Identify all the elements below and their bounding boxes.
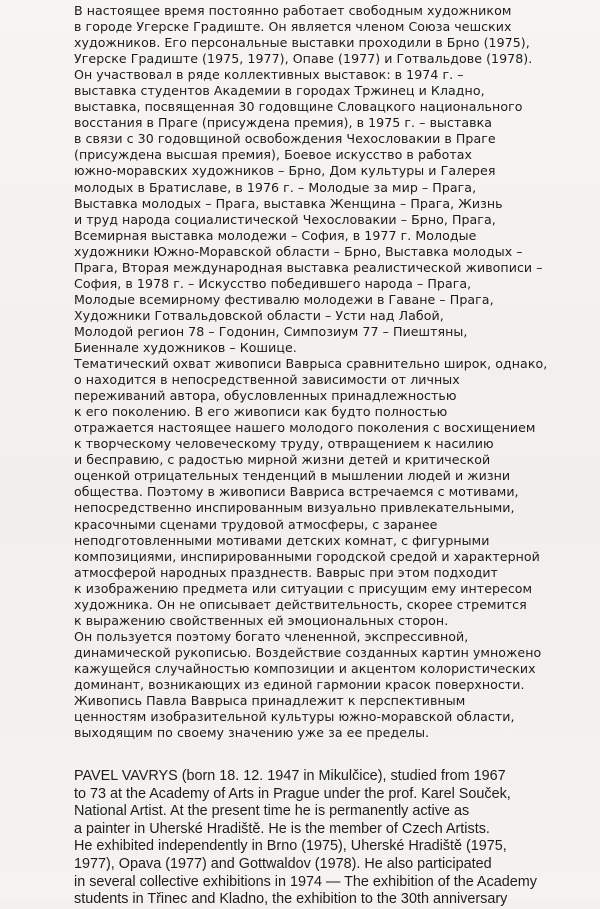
russian-text-line: Выставка молодых – Прага, выставка Женщина – Прага, Жизнь bbox=[74, 195, 503, 211]
english-text-block bbox=[74, 768, 594, 909]
english-text-line: PAVEL VAVRYS (born 18. 12. 1947 in Mikulčice), studied from 1967 bbox=[74, 768, 506, 784]
russian-text-line: Он пользуется поэтому богато члененной, экспрессивной, bbox=[74, 628, 469, 644]
russian-text-line: к творческому человеческому труду, отвращением к насилию bbox=[74, 436, 494, 452]
russian-text-line: переживаний автора, обусловленных принадлежностью bbox=[74, 388, 457, 404]
russian-text-line: атмосферой народных празднеств. Ваврыс при этом подходит bbox=[74, 564, 498, 580]
english-text-line: 1977), Opava (1977) and Gottwaldov (1978). He also participated bbox=[74, 855, 492, 872]
russian-text-line: общества. Поэтому в живописи Вавриса встречаемся с мотивами, bbox=[74, 484, 519, 500]
russian-text-line: красочными сценами трудовой атмосферы, с заранее bbox=[74, 516, 438, 532]
russian-text-line: выходящим по своему значению уже за ее пределы. bbox=[74, 725, 430, 741]
russian-text-line: и бесправию, с радостью мирной жизни детей и критической bbox=[74, 452, 491, 468]
russian-text-line: к изображению предмета или ситуации с присущим ему интересом bbox=[74, 580, 533, 596]
russian-text-line: в городе Угерске Градиште. Он является членом Союза чешских bbox=[74, 19, 512, 35]
russian-text-line: оценкой отрицательных тенденций в мышлении людей и жизни bbox=[74, 468, 511, 484]
russian-text-line: восстания в Праге (присуждена премия), в 1975 г. – выставка bbox=[74, 115, 493, 131]
russian-text-line: Молодые всемирному фестивалю молодежи в Гаване – Прага, bbox=[74, 291, 494, 307]
russian-text-line: о находится в непосредственной зависимости от личных bbox=[74, 372, 460, 388]
english-text-line: students in Třinec and Kladno, the exhibition to the 30th anniversary bbox=[74, 891, 508, 908]
russian-text-line: Художники Готвальдовской области – Усти над Лабой, bbox=[74, 307, 444, 323]
english-text-line: a painter in Uherské Hradiště. He is the member of Czech Artists. bbox=[74, 820, 490, 837]
russian-text-line: Живопись Павла Ваврыса принадлежит к перспективным bbox=[74, 693, 466, 709]
english-text-line: to 73 at the Academy of Arts in Prague under the prof. Karel Souček, bbox=[74, 785, 511, 802]
russian-text-line: выставка студентов Академии в городах Тржинец и Кладно, bbox=[74, 83, 485, 99]
russian-text-line: Молодой регион 78 – Годонин, Симпозиум 77 – Пиештяны, bbox=[74, 323, 468, 339]
russian-text-line: отражается настоящее нашего молодого поколения с восхищением bbox=[74, 420, 536, 436]
russian-text-line: доминант, возникающих из единой гармонии красок поверхности. bbox=[74, 676, 525, 692]
russian-text-line: молодых в Братиславе, в 1976 г. – Молодые за мир – Прага, bbox=[74, 179, 477, 195]
russian-text-line: композициями, инспирированными городской средой и характерной bbox=[74, 548, 540, 564]
russian-text-line: София, в 1978 г. – Искусство победившего народа – Прага, bbox=[74, 275, 472, 291]
english-text-line: in several collective exhibitions in 1974 — The exhibition of the Academy bbox=[74, 873, 537, 890]
russian-text-line: художника. Он не описывает действительность, скорее стремится bbox=[74, 596, 527, 612]
russian-text-line: Он участвовал в ряде коллективных выставок: в 1974 г. – bbox=[74, 67, 464, 83]
russian-text-line: к выражению свойственных ей эмоциональных сторон. bbox=[74, 612, 449, 628]
english-text-line: National Artist. At the present time he is permanently active as bbox=[74, 803, 470, 820]
russian-text-line: Всемирная выставка молодежи – София, в 1977 г. Молодые bbox=[74, 227, 477, 243]
russian-text-line: динамической рукописью. Воздействие созданных картин умножено bbox=[74, 644, 542, 660]
russian-text-block bbox=[74, 3, 594, 741]
russian-text-line: (присуждена высшая премия), Боевое искусство в работах bbox=[74, 147, 472, 163]
english-text-line: He exhibited independently in Brno (1975), Uherské Hradiště (1975, bbox=[74, 838, 507, 855]
russian-text-line: Угерске Градиште (1975, 1977), Опаве (1977) и Готвальдове (1978). bbox=[74, 51, 533, 67]
russian-text-line: художники Южно-Моравской области – Брно, Выставка молодых – bbox=[74, 243, 523, 259]
russian-text-line: Биеннале художников – Кошице. bbox=[74, 339, 297, 355]
russian-text-line: неподготовленными мотивами детских комнат, с фигурными bbox=[74, 532, 490, 548]
russian-text-line: ценностям изобразительной культуры южно-моравской области, bbox=[74, 709, 515, 725]
russian-text-line: южно-моравских художников – Брно, Дом культуры и Галерея bbox=[74, 163, 496, 179]
russian-text-line: Тематический охват живописи Ваврыса сравнительно широк, однако, bbox=[74, 356, 548, 372]
russian-text-line: и труд народа социалистической Чехословакии – Брно, Прага, bbox=[74, 211, 496, 227]
russian-text-line: в связи с 30 годовщиной освобождения Чехословакии в Праге bbox=[74, 131, 496, 147]
russian-text-line: Прага, Вторая международная выставка реалистической живописи – bbox=[74, 259, 543, 275]
russian-text-line: непосредственно инспированным визуально привлекательными, bbox=[74, 500, 515, 516]
russian-text-line: выставка, посвященная 30 годовщине Словацкого национального bbox=[74, 99, 523, 115]
russian-text-line: художников. Его персональные выставки проходили в Брно (1975), bbox=[74, 35, 530, 51]
russian-text-line: кажущейся случайностью композиции и акцентом колористических bbox=[74, 660, 536, 676]
russian-text-line: В настоящее время постоянно работает свободным художником bbox=[74, 3, 512, 18]
russian-text-line: к его поколению. В его живописи как будто полностью bbox=[74, 404, 448, 420]
